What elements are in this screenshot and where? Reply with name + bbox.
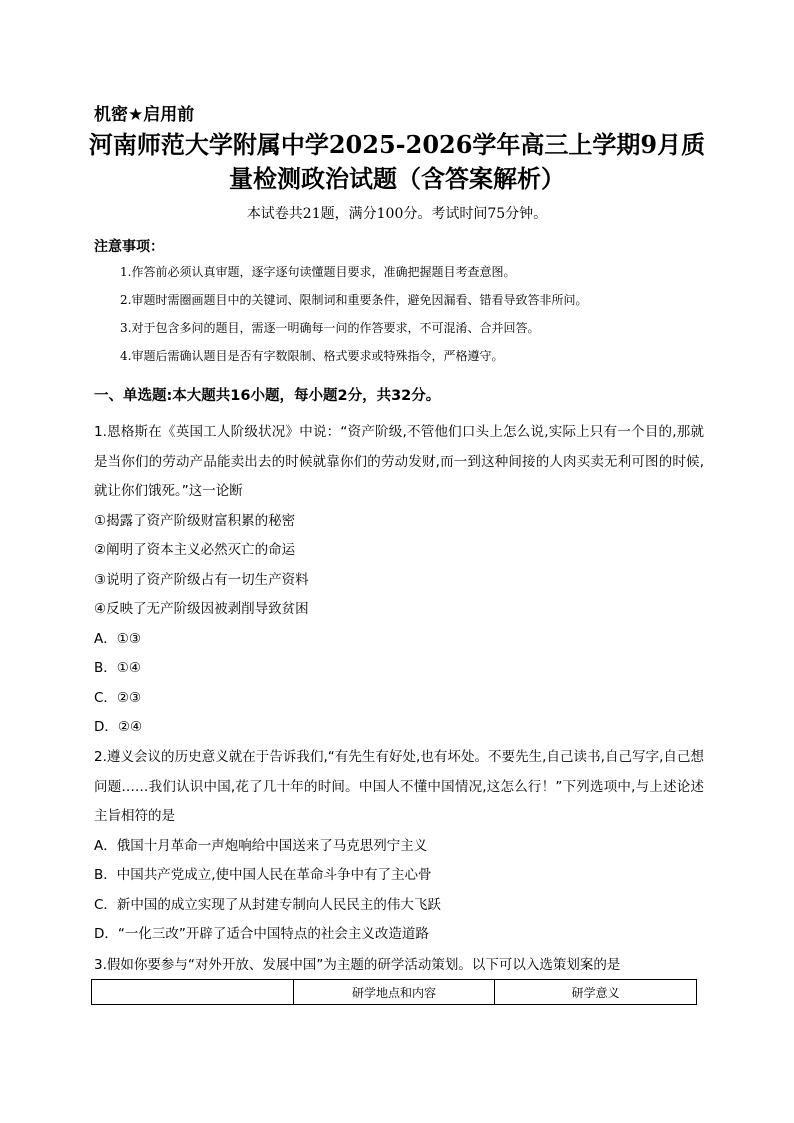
option: D．②④ [94,719,143,735]
table-header-cell: 研学意义 [495,980,697,1005]
statement: ④反映了无产阶级因被剥削导致贫困 [94,601,309,617]
notice-list [120,262,710,374]
notice-item: 3.对于包含多问的题目，需逐一明确每一问的作答要求，不可混淆、合并回答。 [120,321,540,335]
option: A．俄国十月革命一声炮响给中国送来了马克思列宁主义 [94,837,428,854]
section-heading: 一、单选题:本大题共16小题，每小题2分，共32分。 [94,388,441,404]
question-stem: 2.遵义会议的历史意义就在于告诉我们,“有先生有好处,也有坏处。不要先生,自己读书,自己写字,自己想问题……我们认识中国,花了几十年的时间。中国人不懂中国情况,这怎么行！”下列选项中,与上述论述主旨相符的是 [94,749,704,824]
table-header-row [92,980,697,1005]
option: C．新中国的成立实现了从封建专制向人民民主的伟大飞跃 [94,896,441,913]
notice-item: 1.作答前必须认真审题，逐字逐句读懂题目要求，准确把握题目考查意图。 [120,265,516,279]
study-plan-table [91,979,697,1005]
notice-heading: 注意事项： [94,239,164,255]
option: B．①④ [94,660,141,676]
notice-item: 2.审题时需圈画题目中的关键词、限制词和重要条件，避免因漏看、错看导致答非所问。 [120,293,588,307]
question-stem: 3.假如你要参与“对外开放、发展中国”为主题的研学活动策划。以下可以入选策划案的是 [94,957,621,973]
option: D．“一化三改”开辟了适合中国特点的社会主义改造道路 [94,926,429,942]
statement: ②阐明了资本主义必然灭亡的命运 [94,542,296,558]
option: B．中国共产党成立,使中国人民在革命斗争中有了主心骨 [94,867,432,883]
statement: ①揭露了资产阶级财富积累的秘密 [94,512,296,529]
table-header-cell [92,980,294,1005]
notice-item: 4.审题后需确认题目是否有字数限制、格式要求或特殊指令，严格遵守。 [120,349,504,363]
exam-subtitle: 本试卷共21题，满分100分。考试时间75分钟。 [246,206,548,222]
exam-title: 河南师范大学附属中学2025-2026学年高三上学期9月质量检测政治试题（含答案解析） [88,130,706,193]
option: C．②③ [94,689,142,706]
question-1 [94,418,704,743]
question-3 [94,954,704,976]
table-header-cell: 研学地点和内容 [293,980,495,1005]
question-2 [94,743,704,950]
option: A．①③ [94,630,141,647]
statement: ③说明了资产阶级占有一切生产资料 [94,571,309,588]
confidential-label: 机密★启用前 [94,105,195,125]
question-stem: 1.恩格斯在《英国工人阶级状况》中说：“资产阶级,不管他们口头上怎么说,实际上只有一个目的,那就是当你们的劳动产品能卖出去的时候就靠你们的劳动发财,而一到这种间接的人肉买卖无利可图的时候,就让你们饿死。”这一论断 [94,424,704,499]
